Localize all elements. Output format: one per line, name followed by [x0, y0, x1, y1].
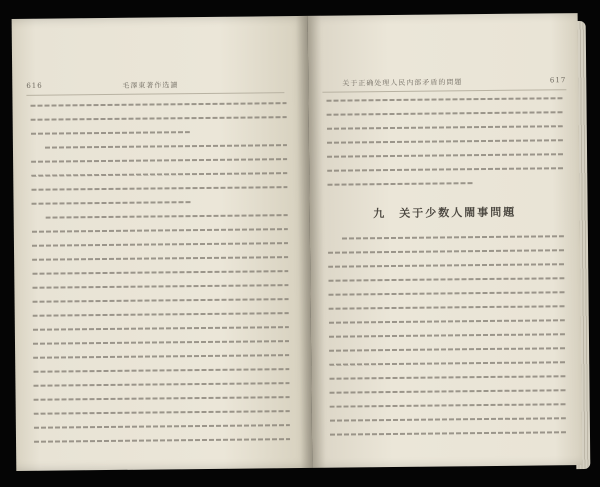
left-page-number: 616 — [26, 81, 43, 90]
text-line — [31, 116, 287, 121]
text-line — [330, 431, 566, 435]
right-body-text-bottom — [328, 235, 566, 447]
text-line — [328, 249, 564, 253]
text-line — [46, 214, 288, 219]
text-line — [329, 291, 565, 295]
left-running-head — [26, 76, 284, 96]
text-line — [33, 312, 289, 317]
text-line — [32, 228, 288, 233]
text-line — [327, 182, 473, 186]
text-line — [327, 167, 563, 171]
text-line — [31, 186, 287, 191]
right-running-head — [322, 73, 566, 93]
text-line — [32, 270, 288, 275]
right-header-title: 关于正确处理人民内部矛盾的問題 — [342, 78, 463, 88]
text-line — [330, 389, 566, 393]
right-page-number: 617 — [549, 76, 567, 85]
text-line — [329, 347, 565, 351]
text-line — [329, 375, 565, 379]
text-line — [329, 319, 565, 323]
text-line — [45, 144, 287, 149]
text-line — [34, 424, 290, 429]
text-line — [327, 153, 563, 157]
text-line — [32, 242, 288, 247]
text-line — [31, 158, 287, 163]
text-line — [34, 396, 290, 401]
text-line — [330, 403, 566, 407]
text-line — [327, 111, 563, 115]
right-page — [308, 13, 583, 468]
text-line — [329, 333, 565, 337]
text-line — [326, 97, 562, 101]
text-line — [34, 438, 290, 443]
text-line — [34, 410, 290, 415]
text-line — [33, 326, 289, 331]
text-line — [32, 256, 288, 261]
text-line — [33, 340, 289, 345]
text-line — [342, 235, 564, 239]
text-line — [33, 368, 289, 373]
text-line — [33, 354, 289, 359]
text-line — [329, 361, 565, 365]
section-heading: 九 关于少数人閙事問題 — [373, 205, 517, 221]
right-body-text-top — [326, 97, 563, 197]
left-page — [12, 16, 313, 471]
text-line — [330, 417, 566, 421]
text-line — [329, 305, 565, 309]
left-body-text — [31, 102, 291, 455]
text-line — [31, 172, 287, 177]
text-line — [327, 139, 563, 143]
text-line — [328, 263, 564, 267]
text-line — [32, 284, 288, 289]
left-header-title: 毛澤東著作选讀 — [122, 81, 179, 90]
text-line — [33, 298, 289, 303]
text-line — [31, 102, 287, 107]
text-line — [327, 125, 563, 129]
text-line — [32, 201, 191, 205]
text-line — [31, 131, 190, 135]
open-book — [12, 13, 587, 479]
text-line — [328, 277, 564, 281]
text-line — [33, 382, 289, 387]
